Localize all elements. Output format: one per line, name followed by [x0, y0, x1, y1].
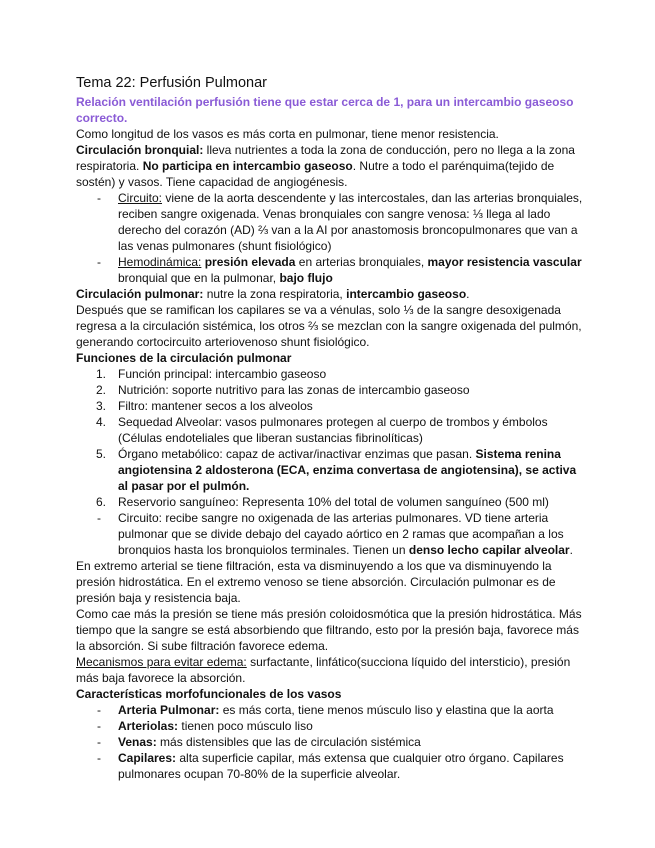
filtracion-paragraph: En extremo arterial se tiene filtración, esta va disminuyendo a los que va disminuyendo la presión hidrostática. En el extremo venoso se tiene absorción. Circulación pulmonar es de presión baja y resistencia baja.	[76, 559, 556, 605]
intro-paragraph: Como longitud de los vasos es más corta en pulmonar, tiene menor resistencia.	[76, 127, 499, 141]
caracteristicas-list	[76, 702, 586, 782]
hemo-bold-3: bajo flujo	[279, 271, 333, 285]
item-text: tienen poco músculo liso	[178, 719, 313, 733]
list-item	[76, 190, 586, 254]
circuito-pulmonar-bold: denso lecho capilar alveolar	[408, 543, 570, 557]
pulmonar-bold: intercambio gaseoso	[346, 287, 467, 301]
funciones-list	[76, 366, 586, 510]
hemo-text-2: bronquial que en la pulmonar,	[118, 271, 280, 285]
presion-paragraph: Como cae más la presión se tiene más presión coloidosmótica que la presión hidrostática. Más tiempo que la sangre se está absorbiendo que filtrando, esto por la presión baja, favorece más la absorción. Si sube filtración favorece edema.	[76, 607, 582, 653]
list-item	[76, 702, 586, 718]
list-item	[76, 510, 586, 558]
hemo-text-1: en arterias bronquiales,	[295, 255, 428, 269]
list-item	[76, 382, 586, 398]
hemodinamica-label: Hemodinámica:	[118, 255, 202, 269]
hemo-bold-1: presión elevada	[204, 255, 296, 269]
bronquial-label: Circulación bronquial:	[76, 143, 204, 157]
item-number: 3.	[96, 399, 107, 413]
shunt-paragraph: Después que se ramifican los capilares se va a vénulas, solo ⅓ de la sangre desoxigenada regresa a la circulación sistémica, los otros ⅔ se mezclan con la sangre oxigenada del pulmón, generando cortocircuito arteriovenoso shunt fisiológico.	[76, 303, 582, 349]
list-item	[76, 718, 586, 734]
document-content	[76, 74, 586, 782]
bronquial-text-2: . Nutre a todo el parénquima(tejido de sostén) y vasos. Tiene capacidad de angiogénesis.	[76, 159, 555, 189]
subtitle: Relación ventilación perfusión tiene que estar cerca de 1, para un intercambio gaseoso correcto.	[76, 95, 574, 125]
caracteristicas-heading-text: Características morfofuncionales de los vasos	[76, 687, 342, 701]
item-label: Arteriolas:	[118, 719, 179, 733]
list-item	[76, 366, 586, 382]
item-label: Capilares:	[118, 751, 177, 765]
funciones-heading-text: Funciones de la circulación pulmonar	[76, 351, 292, 365]
circuito-text: viene de la aorta descendente y las intercostales, dan las arterias bronquiales, reciben sangre oxigenada. Venas bronquiales con sangre venosa: ⅓ llega al lado derecho del corazón (AD) ⅔ van a la AI por anastomosis broncopulmonares que van a las venas pulmonares (shunt fisiológico)	[118, 191, 583, 253]
item-text: alta superficie capilar, más extensa que cualquier otro órgano. Capilares pulmonares ocupan 70-80% de la superficie alveolar.	[118, 751, 564, 781]
list-item	[76, 254, 586, 286]
item-number: 5.	[96, 447, 107, 461]
item-number: 6.	[96, 495, 107, 509]
item-text: es más corta, tiene menos músculo liso y elastina que la aorta	[219, 703, 554, 717]
caracteristicas-heading	[76, 686, 586, 702]
item-number: 4.	[96, 415, 107, 429]
funciones-heading	[76, 350, 586, 366]
circuito-pulmonar-end: .	[569, 543, 573, 557]
pulmonar-label: Circulación pulmonar:	[76, 287, 204, 301]
item-label: Arteria Pulmonar:	[118, 703, 220, 717]
item-number: 1.	[96, 367, 107, 381]
list-item	[76, 750, 586, 782]
list-item	[76, 494, 586, 510]
list-item	[76, 414, 586, 446]
bronquial-paragraph	[76, 142, 586, 190]
list-item	[76, 446, 586, 494]
bronquial-text-1: lleva nutrientes a toda la zona de conducción, pero no llega a la zona respiratoria.	[76, 143, 575, 173]
item-bold: Sistema renina angiotensina 2 aldosterona (ECA, enzima convertasa de angiotensina), se activa al pasar por el pulmón.	[118, 447, 577, 493]
edema-label: Mecanismos para evitar edema:	[76, 655, 247, 669]
item-text: Sequedad Alveolar: vasos pulmonares protegen al cuerpo de trombos y émbolos (Células endoteliales que liberan sustancias fibrinolíticas)	[118, 415, 548, 445]
item-text: Filtro: mantener secos a los alveolos	[118, 399, 313, 413]
pulmonar-end: .	[466, 287, 470, 301]
item-number: 2.	[96, 383, 107, 397]
list-item	[76, 398, 586, 414]
item-text: Reservorio sanguíneo: Representa 10% del total de volumen sanguíneo (500 ml)	[118, 495, 549, 509]
list-item	[76, 734, 586, 750]
circuito-pulmonar-text: Circuito: recibe sangre no oxigenada de las arterias pulmonares. VD tiene arteria pulmonar que se divide debajo del cayado aórtico en 2 ramas que acompañan a los bronquios hasta los bronquiolos terminales. Tienen un	[118, 511, 564, 557]
bronquial-bold: No participa en intercambio gaseoso	[142, 159, 353, 173]
edema-text: surfactante, linfático(succiona líquido del intersticio), presión más baja favorece la absorción.	[76, 655, 571, 685]
item-label: Venas:	[118, 735, 157, 749]
pulmonar-paragraph	[76, 286, 586, 302]
circuito-pulmonar-list	[76, 510, 586, 558]
item-text: Función principal: intercambio gaseoso	[118, 367, 327, 381]
item-text: Órgano metabólico: capaz de activar/inactivar enzimas que pasan.	[118, 447, 476, 461]
pulmonar-text: nutre la zona respiratoria,	[203, 287, 347, 301]
edema-paragraph	[76, 654, 586, 686]
page-title: Tema 22: Perfusión Pulmonar	[76, 75, 268, 91]
circuito-label: Circuito:	[118, 191, 163, 205]
hemo-bold-2: mayor resistencia vascular	[427, 255, 582, 269]
bronquial-list	[76, 190, 586, 286]
item-text: más distensibles que las de circulación sistémica	[156, 735, 421, 749]
item-text: Nutrición: soporte nutritivo para las zonas de intercambio gaseoso	[118, 383, 470, 397]
